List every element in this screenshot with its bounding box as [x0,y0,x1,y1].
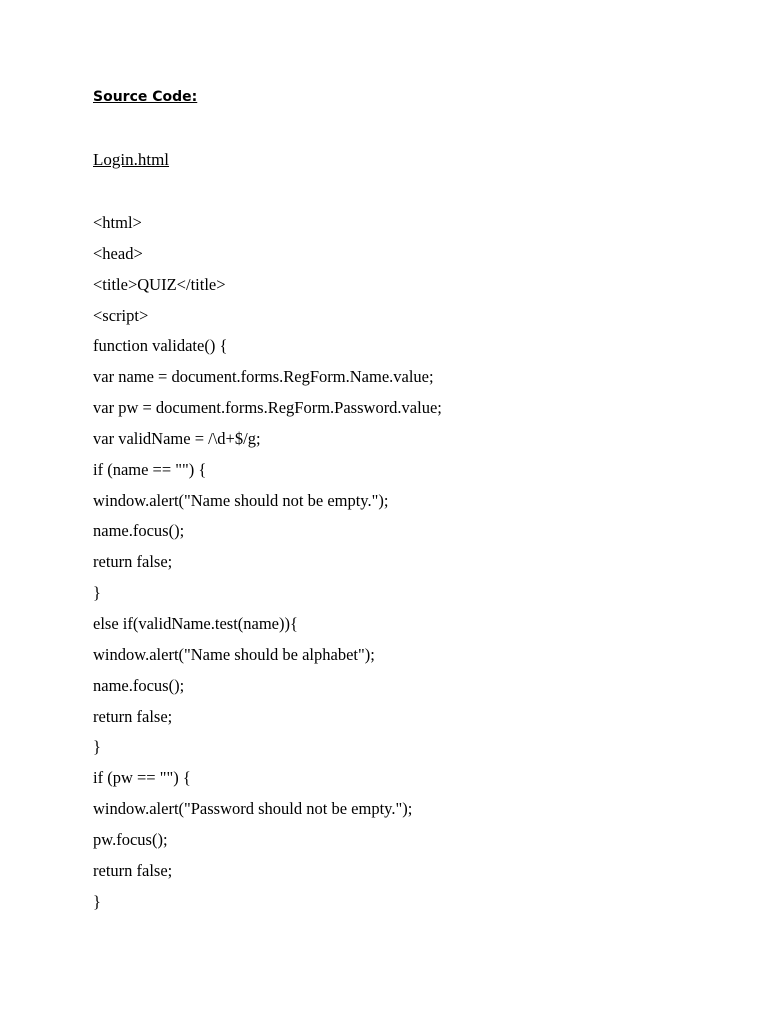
code-line: return false; [93,860,173,880]
code-block [93,211,442,920]
code-line: <html> [93,213,142,232]
code-line: pw.focus(); [93,829,168,849]
code-line: var name = document.forms.RegForm.Name.value; [93,367,434,387]
code-line: function validate() { [93,336,228,356]
code-line: <script> [93,305,149,325]
code-line: var pw = document.forms.RegForm.Password.value; [93,398,442,418]
code-line: window.alert("Name should not be empty."); [93,490,389,510]
code-line: if (name == "") { [93,459,207,479]
code-line: var validName = /\d+$/g; [93,428,261,448]
code-line: if (pw == "") { [93,768,191,788]
code-line: } [93,891,101,911]
code-line: return false; [93,552,173,572]
code-line: window.alert("Password should not be empty."); [93,799,413,819]
code-line: else if(validName.test(name)){ [93,613,298,633]
code-line: <head> [93,243,143,263]
code-line: return false; [93,706,173,726]
code-line: name.focus(); [93,675,185,695]
code-line: window.alert("Name should be alphabet"); [93,644,375,664]
code-line: <title>QUIZ</title> [93,274,226,294]
code-line: name.focus(); [93,521,185,541]
source-code-heading: Source Code: [93,89,198,105]
code-line: } [93,737,101,757]
code-line: } [93,583,101,603]
file-name-label: Login.html [93,150,170,169]
